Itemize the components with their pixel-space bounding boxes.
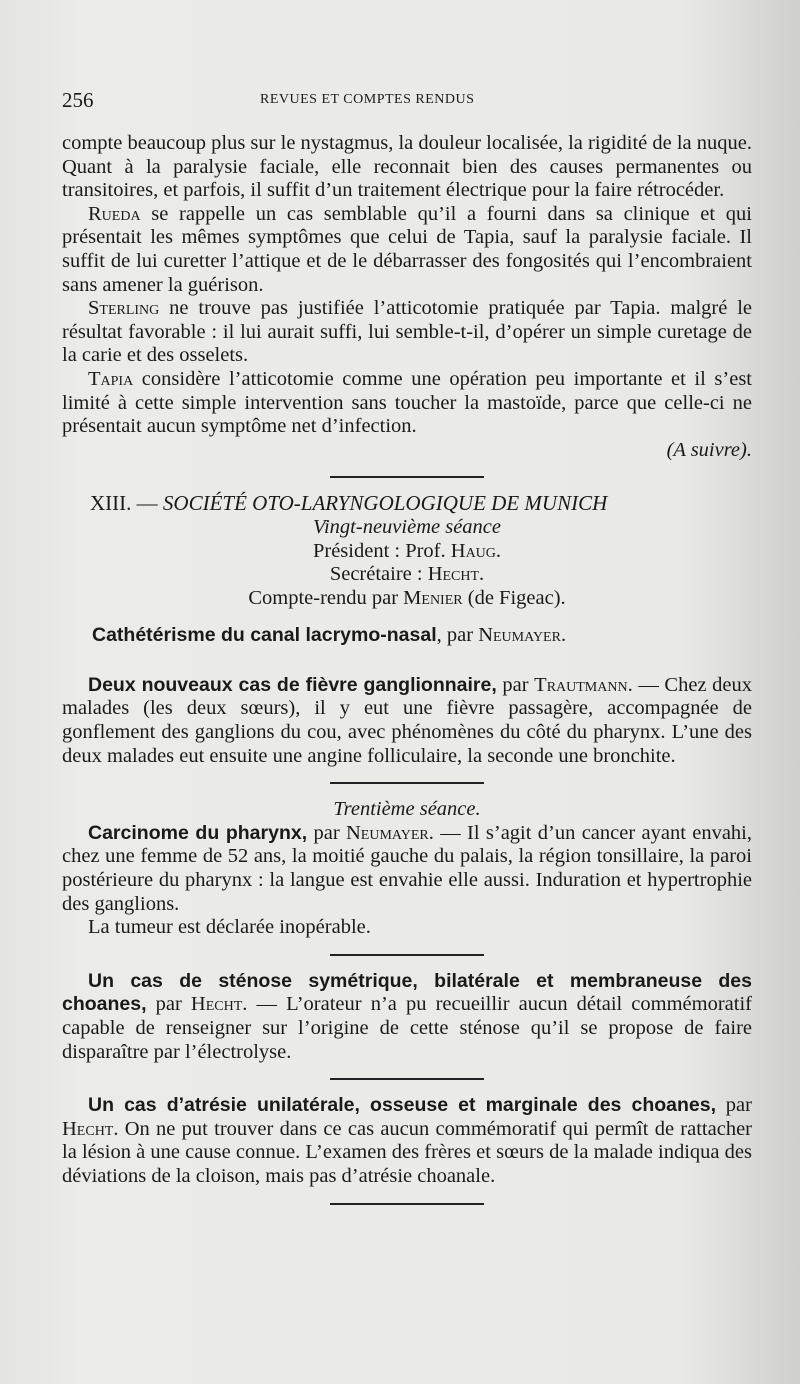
item-by: par (496, 673, 535, 696)
section-number: XIII. — (90, 491, 158, 516)
divider (330, 954, 484, 956)
item-heading: Un cas de sténose symétrique, bilatérale et membraneuse des choanes, (62, 969, 752, 1016)
item-stenose (62, 970, 752, 1064)
speaker-name: Sterling (88, 297, 160, 320)
paragraph-rueda (62, 203, 752, 297)
running-title: REVUES ET COMPTES RENDUS (260, 92, 475, 107)
president-line (62, 540, 752, 564)
item-author: Neumayer. (346, 821, 434, 844)
item-catheterisme (62, 624, 752, 648)
item-by: par (307, 821, 346, 844)
item-heading: Carcinome du pharynx, (88, 821, 308, 844)
report-suffix: (de Figeac). (462, 586, 566, 609)
secretary-name: Hecht. (427, 563, 485, 586)
session-title: Vingt-neuvième séance (312, 515, 501, 538)
secretary-label: Secrétaire : (329, 563, 428, 586)
report-label: Compte-rendu par (248, 586, 404, 609)
divider (330, 1078, 484, 1080)
paragraph-text: se rappelle un cas semblable qu’il a fourni dans sa clinique et qui présentait les mêmes symptômes que celui de Tapia, sauf la paralysie faciale. Il suffit de lui curetter l’attique et de le débarrasser des fongosités qui l’encombraient sans amener la guérison. (62, 202, 752, 296)
divider (330, 476, 484, 478)
secretary-line (62, 563, 752, 587)
paragraph-tapia (62, 368, 752, 439)
paragraph-text: considère l’atticotomie comme une opération peu importante et il s’est limité à cette simple intervention sans toucher la mastoïde, parce que celle-ci ne présentait aucun symptôme net d’infection. (62, 367, 752, 438)
item-text: — Il s’agit d’un cancer ayant envahi, chez une femme de 52 ans, la moitié gauche du palais, la région tonsillaire, la paroi postérieure du pharynx : la langue est envahie elle aussi. Induration et hypertrophie des ganglions. (62, 821, 752, 915)
report-line (62, 587, 752, 611)
item-atresie (62, 1094, 752, 1188)
to-be-continued: (A suivre). (666, 438, 752, 461)
item-carcinome-extra: La tumeur est déclarée inopérable. (88, 916, 371, 939)
item-text: — L’orateur n’a pu recueillir aucun détail commémoratif capable de renseigner sur l’origine de cette sténose qu’il se propose de faire disparaître par l’électrolyse. (62, 993, 752, 1063)
society-name: SOCIÉTÉ OTO-LARYNGOLOGIQUE DE MUNICH (162, 491, 608, 516)
speaker-name: Rueda (88, 202, 141, 225)
item-text: On ne put trouver dans ce cas aucun commémoratif qui permît de rattacher la lésion à une cause connue. L’examen des frères et sœurs de la malade indiqua des déviations de la cloison, mais pas d’atrésie choanale. (62, 1117, 752, 1187)
item-heading: Un cas d’atrésie unilatérale, osseuse et marginale des choanes, (88, 1094, 717, 1117)
page-body (62, 132, 752, 1219)
divider (330, 782, 484, 784)
item-author: Neumayer. (478, 624, 567, 647)
item-by: par (146, 993, 191, 1016)
item-text: — Chez deux malades (les deux sœurs), il y eut une fièvre passagère, accompagnée de gonflement des ganglions du cou, avec phénomènes du côté du pharynx. L’une des deux malades eut ensuite une angine folliculaire, la seconde une bronchite. (62, 673, 752, 767)
spacer (62, 610, 752, 624)
paragraph-text: ne trouve pas justifiée l’atticotomie pratiquée par Tapia. malgré le résultat favorable : il lui aurait suffi, lui semble-t-il, d’opérer un simple curetage de la carie et des osselets. (62, 297, 752, 367)
divider (330, 1203, 484, 1205)
item-carcinome (62, 822, 752, 916)
item-heading: Deux nouveaux cas de fièvre ganglionnaire, (88, 673, 497, 696)
reporter-name: Menier (403, 586, 463, 609)
speaker-name: Tapia (88, 367, 134, 390)
item-fievre (62, 674, 752, 768)
president-label: Président : Prof. (312, 539, 451, 562)
item-heading: Cathétérisme du canal lacrymo-nasal (92, 624, 437, 647)
item-by: par (716, 1094, 752, 1117)
session-title-2: Trentième séance. (333, 798, 481, 821)
item-author: Hecht. (62, 1117, 119, 1140)
item-author: Hecht. (190, 993, 248, 1016)
president-name: Haug. (450, 539, 502, 562)
section-title (62, 492, 752, 516)
spacer (62, 648, 752, 674)
item-author: Trautmann. (534, 673, 633, 696)
paragraph-sterling (62, 297, 752, 368)
item-by: , par (436, 624, 479, 647)
paragraph-continuation: compte beaucoup plus sur le nystagmus, la douleur localisée, la rigidité de la nuque. Quant à la paralysie faciale, elle reconnait bien des causes permanentes ou transitoires, et parfois, il suffit d’un traitement électrique pour la faire rétrocéder. (62, 132, 752, 202)
page-number: 256 (62, 88, 94, 112)
